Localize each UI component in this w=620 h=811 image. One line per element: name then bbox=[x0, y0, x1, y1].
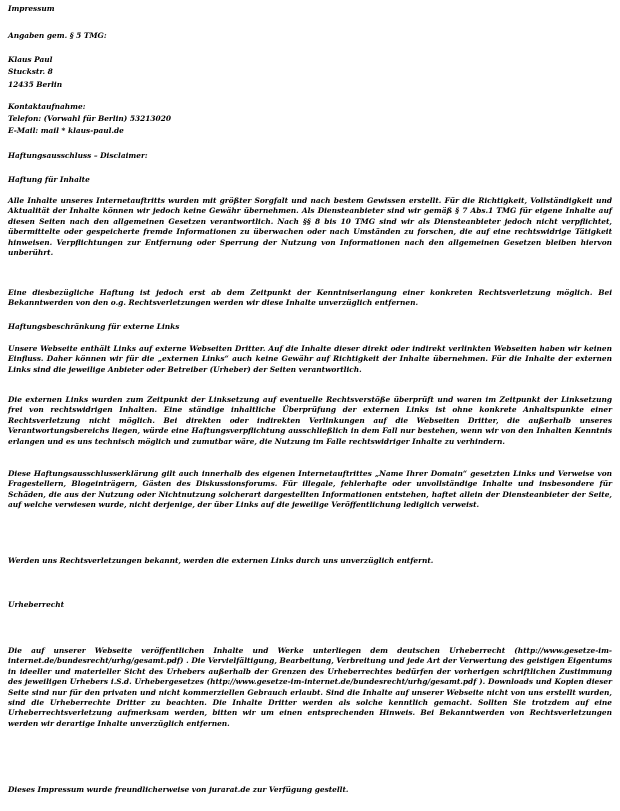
disclaimer-heading: Haftungsausschluss – Disclaimer: bbox=[8, 151, 148, 160]
copyright-paragraph: Die auf unserer Webseite veröffentlichen Inhalte und Werke unterliegen dem deutschen Urheberrecht (http://www.gesetze-im-internet.de/bundesrecht/urhg/gesamt.pdf) . Die Vervielfältigung, Bearbeitung, Verbreitung und jede Art der Verwertung des geistigen Eigentums in ideeller und materieller Sicht des Urhebers außerhalb der Grenzen des Urheberrechtes bedürfen der vorherigen schriftlichen Zustimmung des jeweiligen Urhebers i.S.d. Urhebergesetzes (http://www.gesetze-im-internet.de/bundesrecht/urhg/gesamt.pdf ). Downloads und Kopien dieser Seite sind nur für den privaten und nicht kommerziellen Gebrauch erlaubt. Sind die Inhalte auf unserer Webseite nicht von uns erstellt wurden, sind die Urheberrechte Dritter zu beachten. Die Inhalte Dritter werden als solche kenntlich gemacht. Sollten Sie trotzdem auf eine Urheberrechtsverletzung aufmerksam werden, bitten wir um einen entsprechenden Hinweis. Bei Bekanntwerden von Rechtsverletzungen werden wir derartige Inhalte unverzüglich entfernen. bbox=[8, 646, 612, 728]
copyright-heading: Urheberrecht bbox=[8, 600, 65, 609]
footer-credit: Dieses Impressum wurde freundlicherweise von jurarat.de zur Verfügung gestellt. bbox=[8, 785, 349, 794]
address-street: Stuckstr. 8 bbox=[8, 67, 53, 76]
address-city: 12435 Berlin bbox=[8, 80, 63, 89]
page-title: Impressum bbox=[8, 4, 55, 13]
link-liability-heading: Haftungsbeschränkung für externe Links bbox=[8, 322, 180, 331]
contact-email: E-Mail: mail * klaus-paul.de bbox=[8, 126, 124, 135]
link-liability-paragraph-1: Unsere Webseite enthält Links auf externe Webseiten Dritter. Auf die Inhalte dieser direkt oder indirekt verlinkten Webseiten haben wir keinen Einfluss. Daher können wir für die „externen Links“ auch keine Gewähr auf Richtigkeit der Inhalte übernehmen. Für die Inhalte der externen Links sind die jeweilige Anbieter oder Betreiber (Urheber) der Seiten verantwortlich. bbox=[8, 344, 612, 374]
link-liability-paragraph-2: Die externen Links wurden zum Zeitpunkt der Linksetzung auf eventuelle Rechtsverstöße überprüft und waren im Zeitpunkt der Linksetzung frei von rechtswidrigen Inhalten. Eine ständige inhaltliche Überprüfung der externen Links ist ohne konkrete Anhaltspunkte einer Rechtsverletzung nicht möglich. Bei direkten oder indirekten Verlinkungen auf die Webseiten Dritter, die außerhalb unseres Verantwortungsbereichs liegen, würde eine Haftungsverpflichtung ausschließlich in dem Fall nur bestehen, wenn wir von den Inhalten Kenntnis erlangen und es uns technisch möglich und zumutbar wäre, die Nutzung im Falle rechtswidriger Inhalte zu verhindern. bbox=[8, 395, 612, 446]
content-liability-paragraph-1: Alle Inhalte unseres Internetauftritts wurden mit größter Sorgfalt und nach bestem Gewissen erstellt. Für die Richtigkeit, Vollständigkeit und Aktualität der Inhalte können wir jedoch keine Gewähr übernehmen. Als Diensteanbieter sind wir gemäß § 7 Abs.1 TMG für eigene Inhalte auf diesen Seiten nach den allgemeinen Gesetzen verantwortlich. Nach §§ 8 bis 10 TMG sind wir als Diensteanbieter jedoch nicht verpflichtet, übermittelte oder gespeicherte fremde Informationen zu überwachen oder nach Umständen zu forschen, die auf eine rechtswidrige Tätigkeit hinweisen. Verpflichtungen zur Entfernung oder Sperrung der Nutzung von Informationen nach den allgemeinen Gesetzen bleiben hiervon unberührt. bbox=[8, 196, 612, 258]
content-liability-paragraph-2: Eine diesbezügliche Haftung ist jedoch erst ab dem Zeitpunkt der Kenntniserlangung einer konkreten Rechtsverletzung möglich. Bei Bekanntwerden von den o.g. Rechtsverletzungen werden wir diese Inhalte unverzüglich entfernen. bbox=[8, 288, 612, 308]
angaben-heading: Angaben gem. § 5 TMG: bbox=[8, 31, 107, 40]
link-liability-paragraph-4: Werden uns Rechtsverletzungen bekannt, werden die externen Links durch uns unverzüglich entfernt. bbox=[8, 556, 434, 565]
contact-heading: Kontaktaufnahme: bbox=[8, 102, 86, 111]
contact-phone: Telefon: (Vorwahl für Berlin) 53213020 bbox=[8, 114, 171, 123]
address-name: Klaus Paul bbox=[8, 55, 53, 64]
content-liability-heading: Haftung für Inhalte bbox=[8, 175, 90, 184]
link-liability-paragraph-3: Diese Haftungsausschlusserklärung gilt auch innerhalb des eigenen Internetauftrittes „Name Ihrer Domain“ gesetzten Links und Verweise von Fragestellern, Blogeinträgern, Gästen des Diskussionsforums. Für illegale, fehlerhafte oder unvollständige Inhalte und insbesondere für Schäden, die aus der Nutzung oder Nichtnutzung solcherart dargestellten Informationen entstehen, haftet allein der Diensteanbieter der Seite, auf welche verwiesen wurde, nicht derjenige, der über Links auf die jeweilige Veröffentlichung lediglich verweist. bbox=[8, 469, 612, 510]
